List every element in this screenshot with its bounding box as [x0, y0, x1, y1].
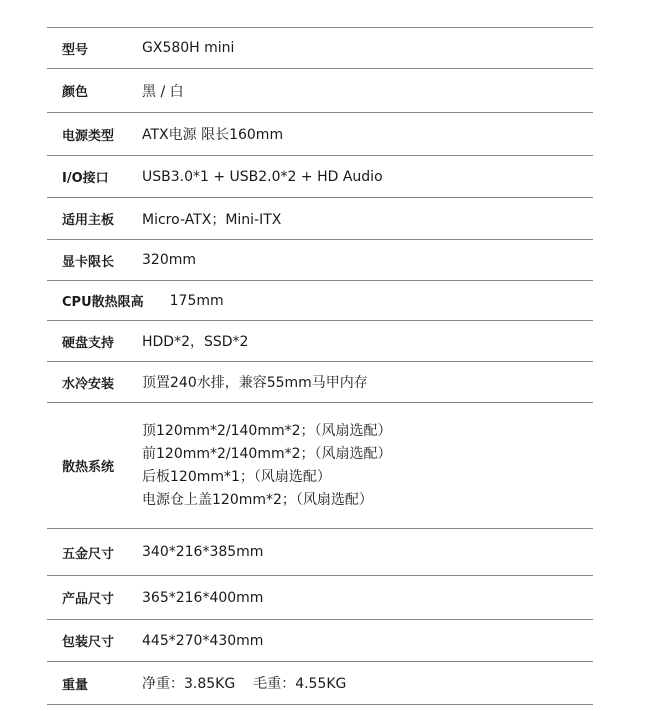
- spec-label: 五金尺寸: [62, 546, 115, 562]
- spec-label: 适用主板: [62, 213, 115, 228]
- spec-value: 365*216*400mm: [142, 589, 264, 606]
- spec-row-io-ports: [47, 155, 593, 197]
- spec-value: 320mm: [142, 252, 196, 268]
- spec-value: [142, 673, 346, 693]
- spec-label: 显卡限长: [62, 254, 115, 270]
- spec-value: ATX电源 限长160mm: [142, 127, 284, 143]
- spec-label: 硬盘支持: [62, 335, 115, 351]
- cooling-line-rear: 后板120mm*1；（风扇选配）: [142, 468, 331, 485]
- net-weight: 净重：3.85KG: [142, 676, 236, 692]
- spec-value: HDD*2，SSD*2: [142, 334, 249, 350]
- spec-row-color: [47, 68, 593, 112]
- spec-value: Micro-ATX；Mini-ITX: [142, 211, 282, 228]
- spec-row-gpu-length: [47, 239, 593, 280]
- cooling-line-psu-cover: 电源仓上盖120mm*2；（风扇选配）: [142, 491, 373, 508]
- spec-row-cooling-system: [47, 402, 593, 528]
- spec-label: 颜色: [62, 85, 89, 100]
- spec-row-package-dimensions: [47, 619, 593, 661]
- spec-row-model: [47, 27, 593, 68]
- spec-value: USB3.0*1 + USB2.0*2 + HD Audio: [142, 168, 383, 185]
- spec-row-psu-type: [47, 112, 593, 155]
- spec-value: 340*216*385mm: [142, 544, 264, 560]
- cooling-line-top: 顶120mm*2/140mm*2；（风扇选配）: [142, 422, 392, 439]
- spec-label: 散热系统: [62, 460, 115, 475]
- spec-value: 黑 / 白: [142, 83, 184, 100]
- cooling-line-front: 前120mm*2/140mm*2；（风扇选配）: [142, 445, 392, 462]
- spec-label: 包装尺寸: [62, 635, 115, 650]
- spec-row-water-cooling: [47, 361, 593, 402]
- spec-label: 电源类型: [62, 128, 115, 144]
- spec-label: 水冷安装: [62, 376, 115, 392]
- spec-value: GX580H mini: [142, 40, 235, 56]
- spec-value: 445*270*430mm: [142, 632, 264, 649]
- spec-row-motherboard: [47, 197, 593, 239]
- spec-value: 顶置240水排，兼容55mm马甲内存: [142, 375, 368, 391]
- spec-value: 175mm: [169, 292, 224, 309]
- spec-label: 型号: [62, 42, 89, 58]
- spec-row-chassis-dimensions: [47, 528, 593, 575]
- spec-row-weight: [47, 661, 593, 705]
- spec-label: CPU散热限高: [62, 295, 144, 310]
- spec-table: [47, 27, 593, 705]
- gross-weight: 毛重：4.55KG: [253, 676, 347, 692]
- spec-label: 产品尺寸: [62, 592, 115, 607]
- spec-label: I/O接口: [62, 171, 109, 186]
- spec-value-multiline: [142, 420, 392, 512]
- spec-label: 重量: [62, 677, 89, 693]
- spec-row-cpu-cooler-height: [47, 280, 593, 320]
- spec-row-product-dimensions: [47, 575, 593, 619]
- spec-row-drive-support: [47, 320, 593, 361]
